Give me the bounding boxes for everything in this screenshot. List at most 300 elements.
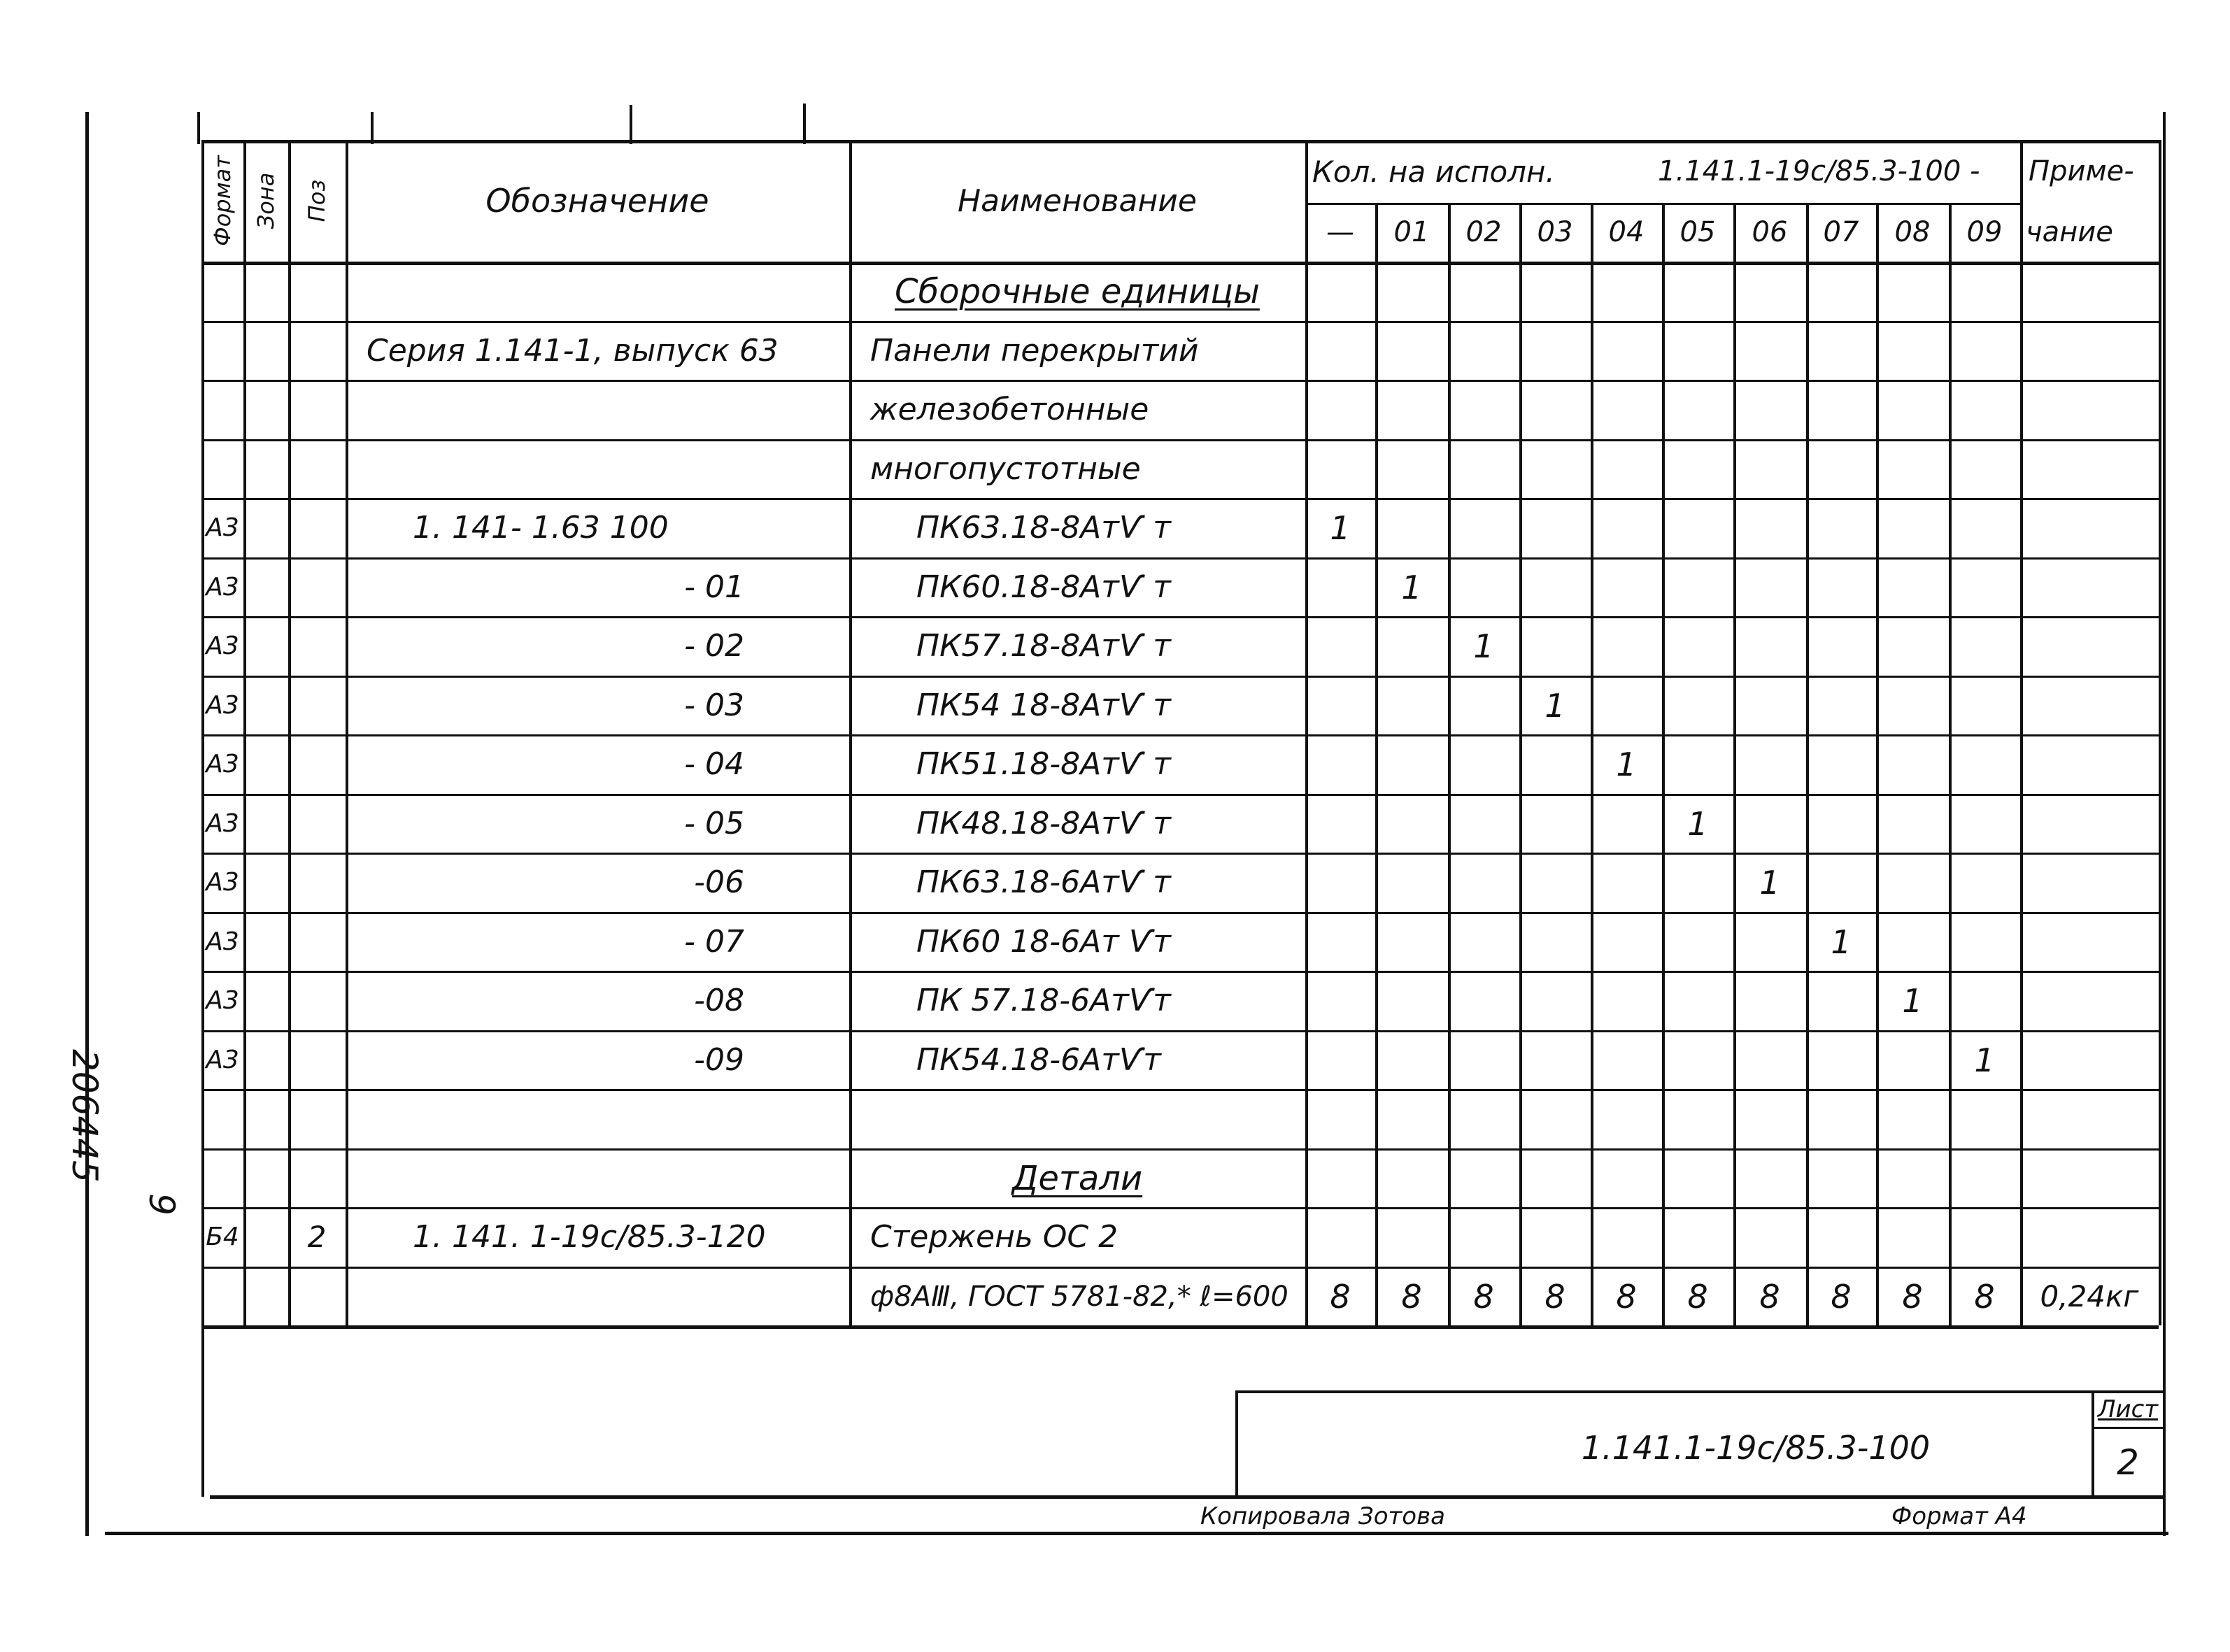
cell-note: [2020, 971, 2159, 1030]
cell-zone: [243, 1030, 288, 1090]
title-block-left: [1235, 1390, 1238, 1495]
cell-quantity: [1448, 321, 1519, 380]
cell-quantity: [1519, 1148, 1591, 1208]
cell-format: [201, 1089, 243, 1148]
cell-quantity: [1448, 734, 1519, 794]
cell-quantity: 1: [1401, 568, 1422, 606]
cell-quantity: [1662, 1207, 1733, 1267]
cell-quantity: 8: [1616, 1277, 1637, 1316]
cell-quantity: [1662, 853, 1733, 912]
cell-quantity: [1806, 557, 1876, 617]
cell-quantity: [1375, 971, 1448, 1030]
cell-quantity: [1662, 498, 1733, 557]
cell-quantity: [1733, 380, 1806, 439]
cell-quantity: [1305, 262, 1375, 321]
cell-quantity: [1876, 1089, 1949, 1148]
cell-note: [2020, 912, 2159, 971]
cell-zone: [243, 439, 288, 499]
cell-note: [2020, 734, 2159, 794]
cell-quantity: [1375, 853, 1448, 912]
cell-quantity: [1591, 321, 1662, 380]
cell-zone: [243, 912, 288, 971]
cell-format: А3: [206, 573, 239, 601]
cell-designation: -06: [694, 864, 744, 900]
cell-quantity: 1: [1974, 1041, 1995, 1079]
cell-note: 0,24кг: [2040, 1279, 2139, 1313]
cell-quantity: [1519, 912, 1591, 971]
cell-quantity: [1591, 1207, 1662, 1267]
section-heading: Сборочные единицы: [895, 271, 1260, 311]
cell-format: А3: [206, 986, 239, 1015]
cell-quantity: [1876, 1148, 1949, 1208]
cell-quantity: [1305, 380, 1375, 439]
cell-quantity: [1448, 971, 1519, 1030]
cell-quantity: [1375, 380, 1448, 439]
cell-zone: [243, 557, 288, 617]
cell-format: А3: [206, 513, 239, 542]
right-frame-line: [2163, 112, 2166, 1536]
cell-format: [201, 321, 243, 380]
cell-note: [2020, 321, 2159, 380]
cell-designation: 1. 141- 1.63 100: [413, 510, 669, 546]
cell-quantity: [1448, 912, 1519, 971]
cell-note: [2020, 439, 2159, 499]
cell-quantity: [1949, 971, 2020, 1030]
cell-quantity: [1448, 498, 1519, 557]
cell-format: [201, 1267, 243, 1326]
cell-name: Панели перекрытий: [870, 333, 1199, 369]
sheet-label: Лист: [2097, 1395, 2159, 1423]
cell-name: ПК54.18-6АтѴт: [916, 1042, 1161, 1078]
cell-designation: [346, 1267, 849, 1326]
header-variant: 09: [1966, 216, 2003, 248]
cell-quantity: [1806, 498, 1876, 557]
cell-format: А3: [206, 691, 239, 720]
cell-quantity: [1806, 616, 1876, 676]
cell-note: [2020, 1148, 2159, 1208]
cell-quantity: [1305, 1089, 1375, 1148]
cell-quantity: [1733, 498, 1806, 557]
cell-designation: [346, 1089, 849, 1148]
cell-quantity: 8: [1401, 1277, 1422, 1316]
cell-quantity: [1375, 1148, 1448, 1208]
cell-designation: - 03: [684, 688, 744, 723]
cell-position: [288, 734, 346, 794]
cell-name: многопустотные: [870, 451, 1141, 487]
header-variant: 02: [1465, 216, 1502, 248]
cell-position: 2: [307, 1220, 327, 1254]
cell-format: [201, 380, 243, 439]
cell-format: А3: [206, 927, 239, 956]
cell-quantity: [1733, 321, 1806, 380]
title-block-doc-number: 1.141.1-19с/85.3-100: [1581, 1429, 1931, 1467]
cell-quantity: [1591, 616, 1662, 676]
cell-quantity: 8: [1902, 1277, 1923, 1316]
cell-quantity: [1876, 853, 1949, 912]
inventory-number: 206445: [64, 1049, 105, 1183]
cell-quantity: [1305, 557, 1375, 617]
cell-quantity: [1806, 853, 1876, 912]
cell-zone: [243, 498, 288, 557]
left-binding-line: [85, 112, 89, 1536]
title-block-top: [1237, 1390, 2164, 1393]
cell-position: [288, 1267, 346, 1326]
cell-zone: [243, 1089, 288, 1148]
cell-designation: [346, 1148, 849, 1208]
cell-quantity: [1949, 1148, 2020, 1208]
cell-quantity: 1: [1473, 627, 1494, 665]
cell-name: ПК60 18-6Ат Ѵт: [916, 924, 1171, 960]
cell-quantity: 8: [1831, 1277, 1852, 1316]
column-line: [2159, 140, 2161, 1325]
cell-name: ПК57.18-8АтѴ т: [916, 628, 1171, 664]
cell-quantity: [1519, 557, 1591, 617]
cell-quantity: [1733, 616, 1806, 676]
cell-quantity: [1662, 557, 1733, 617]
cell-zone: [243, 794, 288, 853]
cell-quantity: [1733, 1207, 1806, 1267]
cell-position: [288, 380, 346, 439]
cell-quantity: [1591, 1030, 1662, 1090]
title-block-sheet-line: [2091, 1427, 2164, 1429]
cell-quantity: [1519, 971, 1591, 1030]
cell-format: Б4: [206, 1223, 239, 1251]
header-designation: Обозначение: [485, 182, 709, 220]
cell-quantity: [1519, 1089, 1591, 1148]
cell-designation: - 04: [684, 746, 744, 782]
header-variant: 06: [1752, 216, 1788, 248]
copied-by: Копировала Зотова: [1200, 1502, 1445, 1530]
header-zone: Зона: [253, 172, 279, 229]
top-stub-4: [803, 104, 806, 144]
cell-quantity: [1876, 262, 1949, 321]
cell-quantity: [1876, 1030, 1949, 1090]
cell-quantity: [1876, 794, 1949, 853]
cell-quantity: [1591, 676, 1662, 735]
cell-quantity: [1662, 616, 1733, 676]
cell-quantity: [1662, 912, 1733, 971]
cell-quantity: [1949, 616, 2020, 676]
cell-quantity: 1: [1544, 686, 1565, 725]
cell-quantity: [1876, 321, 1949, 380]
cell-position: [288, 853, 346, 912]
cell-quantity: [1375, 498, 1448, 557]
cell-quantity: [1806, 1030, 1876, 1090]
table-frame-left-ext: [201, 1325, 204, 1497]
cell-quantity: [1806, 439, 1876, 499]
cell-quantity: [1806, 971, 1876, 1030]
cell-quantity: [1591, 439, 1662, 499]
header-variant: 08: [1894, 216, 1931, 248]
cell-quantity: [1591, 912, 1662, 971]
cell-quantity: [1519, 1207, 1591, 1267]
cell-quantity: [1949, 380, 2020, 439]
cell-position: [288, 616, 346, 676]
cell-quantity: [1519, 380, 1591, 439]
cell-quantity: [1375, 676, 1448, 735]
cell-quantity: [1876, 498, 1949, 557]
cell-designation: Серия 1.141-1, выпуск 63: [367, 333, 779, 369]
cell-note: [2020, 1030, 2159, 1090]
cell-quantity: [1806, 1089, 1876, 1148]
cell-quantity: [1806, 734, 1876, 794]
cell-quantity: [1806, 262, 1876, 321]
cell-quantity: [1305, 616, 1375, 676]
format-label: Формат А4: [1891, 1502, 2027, 1530]
cell-note: [2020, 557, 2159, 617]
cell-name: ПК 57.18-6АтѴт: [916, 983, 1171, 1018]
cell-quantity: [1375, 734, 1448, 794]
cell-quantity: [1733, 439, 1806, 499]
cell-quantity: [1591, 1089, 1662, 1148]
cell-format: А3: [206, 809, 239, 838]
cell-designation: -09: [694, 1042, 744, 1078]
cell-quantity: [1733, 794, 1806, 853]
cell-quantity: 1: [1687, 804, 1708, 843]
cell-position: [288, 498, 346, 557]
cell-quantity: [1662, 439, 1733, 499]
cell-quantity: [1375, 616, 1448, 676]
cell-quantity: 1: [1759, 863, 1780, 902]
cell-quantity: [1305, 971, 1375, 1030]
cell-format: А3: [206, 750, 239, 778]
section-heading: Детали: [1011, 1158, 1143, 1198]
cell-quantity: [1591, 262, 1662, 321]
cell-quantity: 8: [1473, 1277, 1494, 1316]
header-note-1: Приме-: [2029, 155, 2134, 187]
cell-quantity: [1305, 676, 1375, 735]
cell-quantity: [1949, 262, 2020, 321]
cell-zone: [243, 321, 288, 380]
cell-name: ПК54 18-8АтѴ т: [916, 688, 1171, 723]
cell-zone: [243, 734, 288, 794]
cell-zone: [243, 971, 288, 1030]
cell-quantity: [1949, 734, 2020, 794]
cell-quantity: [1305, 321, 1375, 380]
cell-position: [288, 912, 346, 971]
cell-quantity: [1448, 380, 1519, 439]
cell-zone: [243, 1148, 288, 1208]
cell-quantity: [1806, 794, 1876, 853]
cell-quantity: [1806, 321, 1876, 380]
cell-designation: [346, 439, 849, 499]
cell-quantity: [1519, 498, 1591, 557]
cell-quantity: [1591, 1148, 1662, 1208]
cell-quantity: [1591, 853, 1662, 912]
header-variant: 05: [1679, 216, 1716, 248]
cell-quantity: [1305, 439, 1375, 499]
cell-quantity: [1949, 439, 2020, 499]
cell-designation: - 05: [684, 806, 744, 841]
cell-zone: [243, 853, 288, 912]
cell-quantity: [1448, 1207, 1519, 1267]
cell-quantity: [1519, 1030, 1591, 1090]
cell-quantity: [1305, 912, 1375, 971]
cell-quantity: [1448, 794, 1519, 853]
cell-quantity: [1662, 676, 1733, 735]
cell-zone: [243, 1267, 288, 1326]
cell-quantity: [1448, 1148, 1519, 1208]
header-note-2: чание: [2026, 216, 2113, 248]
cell-quantity: [1305, 794, 1375, 853]
sheet-mark: 9: [141, 1193, 182, 1216]
header-variant: 04: [1608, 216, 1645, 248]
cell-format: А3: [206, 632, 239, 660]
cell-quantity: 1: [1330, 508, 1351, 547]
cell-quantity: [1733, 912, 1806, 971]
cell-quantity: [1519, 794, 1591, 853]
cell-quantity: 1: [1616, 745, 1637, 783]
cell-quantity: [1806, 676, 1876, 735]
cell-quantity: [1949, 557, 2020, 617]
cell-note: [2020, 262, 2159, 321]
sheet-number: 2: [2117, 1442, 2139, 1483]
cell-zone: [243, 616, 288, 676]
header-quantity: Кол. на исполн.: [1312, 154, 1555, 189]
cell-quantity: [1949, 912, 2020, 971]
cell-quantity: [1591, 380, 1662, 439]
cell-quantity: [1806, 380, 1876, 439]
cell-designation: [346, 380, 849, 439]
cell-designation: - 01: [684, 569, 744, 605]
cell-zone: [243, 262, 288, 321]
cell-quantity: 8: [1687, 1277, 1708, 1316]
cell-quantity: [1591, 971, 1662, 1030]
title-block-bottom: [210, 1495, 2164, 1499]
cell-quantity: [1375, 912, 1448, 971]
cell-quantity: [1375, 439, 1448, 499]
cell-quantity: [1305, 853, 1375, 912]
cell-quantity: [1876, 616, 1949, 676]
cell-quantity: [1448, 262, 1519, 321]
cell-quantity: [1662, 321, 1733, 380]
cell-position: [288, 1030, 346, 1090]
cell-quantity: [1806, 1207, 1876, 1267]
cell-quantity: 1: [1831, 923, 1852, 961]
cell-quantity: [1519, 262, 1591, 321]
cell-position: [288, 971, 346, 1030]
cell-quantity: [1662, 1089, 1733, 1148]
cell-name: Стержень ОС 2: [870, 1219, 1118, 1255]
cell-note: [2020, 794, 2159, 853]
header-variant: —: [1326, 216, 1354, 248]
cell-position: [288, 557, 346, 617]
cell-format: [201, 1148, 243, 1208]
cell-quantity: [1448, 557, 1519, 617]
cell-quantity: [1733, 557, 1806, 617]
cell-quantity: [1519, 734, 1591, 794]
cell-quantity: 8: [1974, 1277, 1995, 1316]
cell-quantity: [1448, 1030, 1519, 1090]
cell-quantity: [1949, 794, 2020, 853]
cell-quantity: [1733, 734, 1806, 794]
cell-zone: [243, 1207, 288, 1267]
cell-note: [2020, 498, 2159, 557]
cell-quantity: [1949, 853, 2020, 912]
cell-format: А3: [206, 1046, 239, 1074]
bottom-frame-line: [105, 1532, 2168, 1535]
cell-quantity: 8: [1330, 1277, 1351, 1316]
header-name: Наименование: [958, 183, 1197, 219]
cell-quantity: [1733, 676, 1806, 735]
cell-note: [2020, 1207, 2159, 1267]
cell-name: ПК60.18-8АтѴ т: [916, 569, 1171, 605]
cell-note: [2020, 676, 2159, 735]
cell-position: [288, 676, 346, 735]
cell-position: [288, 321, 346, 380]
top-stub-3: [630, 105, 632, 144]
cell-name: ПК63.18-8АтѴ т: [916, 510, 1171, 546]
cell-quantity: [1305, 1030, 1375, 1090]
cell-position: [288, 439, 346, 499]
cell-quantity: [1375, 262, 1448, 321]
cell-quantity: [1519, 439, 1591, 499]
header-format: Формат: [209, 155, 236, 246]
cell-name: ПК51.18-8АтѴ т: [916, 746, 1171, 782]
cell-quantity: [1876, 676, 1949, 735]
cell-quantity: [1876, 734, 1949, 794]
cell-quantity: [1662, 380, 1733, 439]
header-position: Поз: [304, 179, 330, 222]
cell-quantity: [1448, 1089, 1519, 1148]
cell-note: [2020, 380, 2159, 439]
cell-designation: -08: [694, 983, 744, 1018]
cell-quantity: [1305, 1148, 1375, 1208]
cell-quantity: 8: [1759, 1277, 1780, 1316]
cell-name: ф8АⅢ, ГОСТ 5781-82,* ℓ=600: [870, 1280, 1288, 1313]
cell-quantity: [1876, 557, 1949, 617]
cell-format: А3: [206, 868, 239, 897]
cell-position: [288, 1089, 346, 1148]
cell-designation: [346, 262, 849, 321]
header-variant: 03: [1537, 216, 1573, 248]
cell-quantity: [1733, 1030, 1806, 1090]
cell-zone: [243, 380, 288, 439]
cell-quantity: [1375, 794, 1448, 853]
cell-quantity: 8: [1544, 1277, 1565, 1316]
cell-quantity: [1662, 1148, 1733, 1208]
cell-quantity: [1448, 439, 1519, 499]
cell-quantity: [1662, 971, 1733, 1030]
cell-zone: [243, 676, 288, 735]
cell-quantity: [1806, 1148, 1876, 1208]
cell-quantity: [1591, 498, 1662, 557]
cell-quantity: [1949, 1207, 2020, 1267]
cell-format: [201, 262, 243, 321]
cell-designation: 1. 141. 1-19с/85.3-120: [413, 1219, 766, 1255]
cell-quantity: [1949, 1089, 2020, 1148]
header-variant: 07: [1823, 216, 1859, 248]
cell-quantity: [1876, 439, 1949, 499]
cell-quantity: [1949, 498, 2020, 557]
cell-note: [2020, 616, 2159, 676]
cell-quantity: [1591, 794, 1662, 853]
cell-quantity: [1519, 616, 1591, 676]
cell-position: [288, 794, 346, 853]
cell-quantity: [1662, 734, 1733, 794]
cell-quantity: [1733, 262, 1806, 321]
cell-quantity: [1448, 676, 1519, 735]
cell-quantity: 1: [1902, 981, 1923, 1020]
cell-format: [201, 439, 243, 499]
cell-quantity: [1519, 321, 1591, 380]
cell-quantity: [1305, 1207, 1375, 1267]
cell-name: ПК48.18-8АтѴ т: [916, 806, 1171, 841]
cell-quantity: [1876, 912, 1949, 971]
cell-quantity: [1949, 321, 2020, 380]
cell-quantity: [1375, 1030, 1448, 1090]
cell-quantity: [1733, 971, 1806, 1030]
